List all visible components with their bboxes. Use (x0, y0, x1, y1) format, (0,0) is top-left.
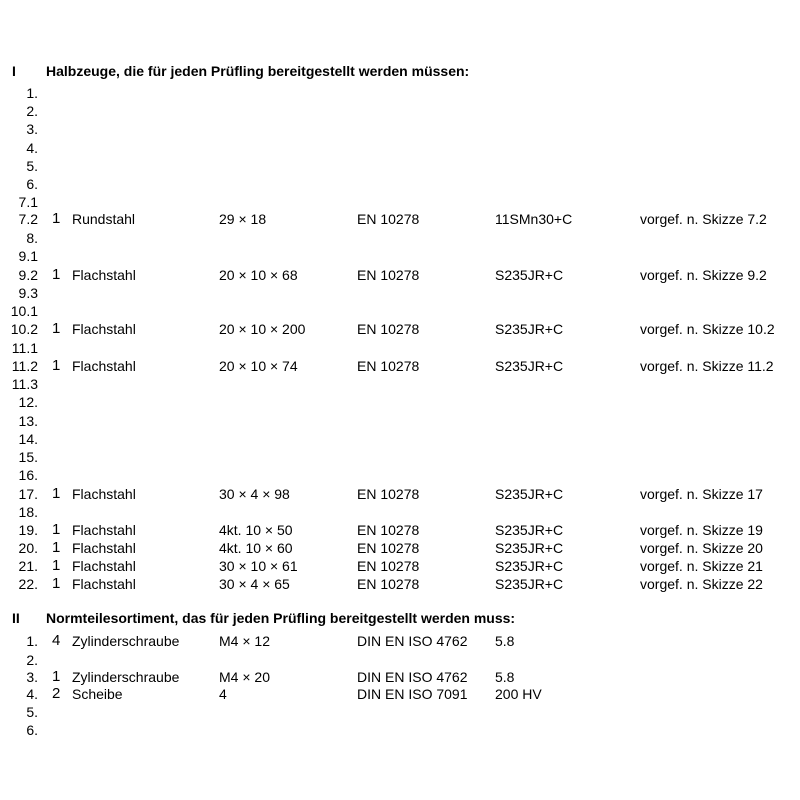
item-number: 3. (26, 669, 38, 685)
item-name: Flachstahl (72, 486, 136, 502)
item-number: 20. (18, 540, 38, 556)
list-item (0, 357, 800, 375)
item-number: 22. (18, 576, 38, 592)
section-2-title: Normteilesortiment, das für jeden Prüfling bereitgestellt werden muss: (46, 610, 516, 626)
item-number: 9.2 (18, 267, 38, 283)
item-name: Rundstahl (72, 211, 136, 227)
item-standard: EN 10278 (357, 211, 420, 227)
item-number: 15. (18, 449, 38, 465)
item-standard: EN 10278 (357, 321, 420, 337)
item-dimensions: 20 × 10 × 68 (219, 267, 298, 283)
list-item (0, 721, 800, 739)
item-number: 11.2 (11, 358, 38, 374)
list-item (0, 503, 800, 521)
list-item (0, 193, 800, 211)
item-quantity: 1 (52, 357, 61, 374)
item-name: Flachstahl (72, 576, 136, 592)
item-reference: vorgef. n. Skizze 10.2 (640, 321, 775, 337)
item-material: 5.8 (495, 669, 515, 685)
list-item (0, 102, 800, 120)
item-standard: DIN EN ISO 4762 (357, 633, 468, 649)
item-quantity: 1 (52, 575, 61, 592)
list-item (0, 139, 800, 157)
list-item (0, 375, 800, 393)
list-item (0, 320, 800, 338)
item-material: S235JR+C (495, 321, 564, 337)
item-number: 16. (18, 467, 38, 483)
item-reference: vorgef. n. Skizze 22 (640, 576, 763, 592)
item-number: 11.3 (11, 376, 38, 392)
item-dimensions: 29 × 18 (219, 211, 267, 227)
item-number: 1. (26, 633, 38, 649)
item-material: S235JR+C (495, 558, 564, 574)
list-item (0, 632, 800, 650)
item-name: Flachstahl (72, 558, 136, 574)
item-material: 11SMn30+C (495, 211, 573, 227)
list-item (0, 210, 800, 228)
item-reference: vorgef. n. Skizze 19 (640, 522, 763, 538)
list-item (0, 485, 800, 503)
item-number: 1. (26, 85, 38, 101)
item-number: 14. (18, 431, 38, 447)
list-item (0, 651, 800, 669)
list-item (0, 412, 800, 430)
item-material: S235JR+C (495, 267, 564, 283)
item-number: 8. (26, 230, 38, 246)
item-material: S235JR+C (495, 486, 564, 502)
item-name: Zylinderschraube (72, 633, 180, 649)
item-standard: EN 10278 (357, 576, 420, 592)
item-number: 7.2 (18, 211, 38, 227)
list-item (0, 430, 800, 448)
list-item (0, 84, 800, 102)
item-number: 4. (26, 686, 38, 702)
item-reference: vorgef. n. Skizze 7.2 (640, 211, 767, 227)
list-item (0, 339, 800, 357)
item-name: Flachstahl (72, 358, 136, 374)
list-item (0, 247, 800, 265)
item-dimensions: 30 × 4 × 65 (219, 576, 290, 592)
item-quantity: 2 (52, 685, 61, 702)
item-name: Zylinderschraube (72, 669, 180, 685)
item-material: S235JR+C (495, 522, 564, 538)
item-number: 2. (26, 103, 38, 119)
item-standard: EN 10278 (357, 486, 420, 502)
item-name: Scheibe (72, 686, 123, 702)
item-number: 12. (18, 394, 38, 410)
item-reference: vorgef. n. Skizze 9.2 (640, 267, 767, 283)
item-reference: vorgef. n. Skizze 17 (640, 486, 763, 502)
list-item (0, 266, 800, 284)
item-quantity: 1 (52, 521, 61, 538)
item-dimensions: 4kt. 10 × 50 (219, 522, 293, 538)
list-item (0, 521, 800, 539)
item-material: 200 HV (495, 686, 542, 702)
item-number: 19. (18, 522, 38, 538)
item-number: 9.1 (18, 248, 38, 264)
list-item (0, 302, 800, 320)
item-name: Flachstahl (72, 321, 136, 337)
item-number: 18. (18, 504, 38, 520)
item-name: Flachstahl (72, 522, 136, 538)
item-dimensions: 30 × 4 × 98 (219, 486, 290, 502)
item-dimensions: 20 × 10 × 74 (219, 358, 298, 374)
item-reference: vorgef. n. Skizze 11.2 (640, 358, 774, 374)
item-number: 3. (26, 121, 38, 137)
list-item (0, 539, 800, 557)
item-number: 10.2 (10, 321, 38, 337)
item-material: S235JR+C (495, 540, 564, 556)
item-number: 17. (18, 486, 38, 502)
item-standard: EN 10278 (357, 267, 420, 283)
item-dimensions: M4 × 12 (219, 633, 270, 649)
item-number: 9.3 (18, 285, 38, 301)
item-number: 6. (26, 722, 38, 738)
item-number: 13. (18, 413, 38, 429)
item-number: 11.1 (11, 340, 38, 356)
list-item (0, 685, 800, 703)
item-standard: EN 10278 (357, 558, 420, 574)
item-quantity: 1 (52, 320, 61, 337)
item-standard: EN 10278 (357, 522, 420, 538)
list-item (0, 703, 800, 721)
item-name: Flachstahl (72, 267, 136, 283)
item-material: 5.8 (495, 633, 515, 649)
item-number: 2. (26, 652, 38, 668)
item-number: 7.1 (18, 194, 38, 210)
item-number: 4. (26, 140, 38, 156)
list-item (0, 175, 800, 193)
item-material: S235JR+C (495, 358, 564, 374)
section-1-number: I (12, 63, 16, 79)
item-standard: EN 10278 (357, 358, 420, 374)
item-quantity: 1 (52, 539, 61, 556)
item-quantity: 1 (52, 266, 61, 283)
item-number: 5. (26, 704, 38, 720)
section-2-number: II (12, 610, 20, 626)
item-reference: vorgef. n. Skizze 20 (640, 540, 763, 556)
item-reference: vorgef. n. Skizze 21 (640, 558, 763, 574)
list-item (0, 120, 800, 138)
list-item (0, 668, 800, 686)
item-dimensions: 30 × 10 × 61 (219, 558, 298, 574)
item-number: 10.1 (10, 303, 38, 319)
list-item (0, 393, 800, 411)
list-item (0, 575, 800, 593)
list-item (0, 557, 800, 575)
item-dimensions: M4 × 20 (219, 669, 270, 685)
item-number: 5. (26, 158, 38, 174)
item-name: Flachstahl (72, 540, 136, 556)
item-quantity: 1 (52, 210, 61, 227)
list-item (0, 157, 800, 175)
item-material: S235JR+C (495, 576, 564, 592)
item-number: 21. (18, 558, 38, 574)
item-standard: EN 10278 (357, 540, 420, 556)
list-item (0, 448, 800, 466)
section-1-title: Halbzeuge, die für jeden Prüfling bereitgestellt werden müssen: (46, 63, 470, 79)
item-quantity: 4 (52, 632, 61, 649)
list-item (0, 466, 800, 484)
item-quantity: 1 (52, 668, 61, 685)
item-standard: DIN EN ISO 7091 (357, 686, 468, 702)
list-item (0, 229, 800, 247)
list-item (0, 284, 800, 302)
item-quantity: 1 (52, 557, 61, 574)
item-quantity: 1 (52, 485, 61, 502)
item-dimensions: 4kt. 10 × 60 (219, 540, 293, 556)
item-dimensions: 20 × 10 × 200 (219, 321, 306, 337)
item-dimensions: 4 (219, 686, 227, 702)
item-standard: DIN EN ISO 4762 (357, 669, 468, 685)
item-number: 6. (26, 176, 38, 192)
